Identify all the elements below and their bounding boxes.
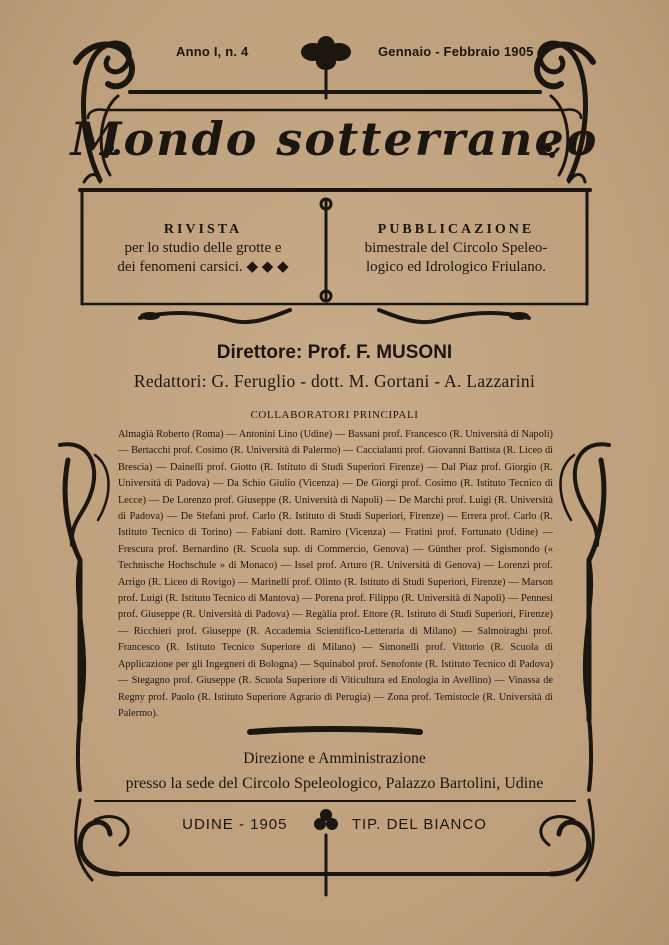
right-line-1: bimestrale del Circolo Speleo-	[364, 240, 548, 256]
collaborators-heading: COLLABORATORI PRINCIPALI	[250, 409, 419, 421]
flower-ornament-icon	[301, 36, 351, 70]
administration-address: presso la sede del Circolo Speleologico, Palazzo Bartolini, Udine	[125, 775, 544, 792]
left-subtitle-block	[92, 220, 314, 277]
administration-heading: Direzione e Amministrazione	[243, 750, 426, 767]
editors-line: Redattori: G. Feruglio - dott. M. Gortani - A. Lazzarini	[133, 371, 536, 391]
right-line-2: logico ed Idrologico Friulano.	[366, 259, 546, 275]
footer-printer: TIP. DEL BIANCO	[351, 816, 487, 833]
issue-date: Gennaio - Febbraio 1905	[378, 44, 534, 59]
footer-place-year: UDINE - 1905	[182, 816, 288, 833]
left-line-2: dei fenomeni carsici. ◆ ◆ ◆	[117, 259, 289, 275]
footer-imprint	[0, 816, 669, 833]
director-line: Direttore: Prof. F. MUSONI	[216, 342, 453, 363]
journal-title: Mondo sotterraneo	[70, 112, 599, 166]
collaborators-text: Almagià Roberto (Roma) — Antonini Lino (Udine) — Bassani prof. Francesco (R. Università di Napoli) — Bertacchi prof. Cosimo (R. Università di Palermo) — Caccialanti prof. Giovanni Battista (R. Liceo di Brescia) — Dainelli prof. Giotto (R. Istituto di Studi Superiori Firenze) — Dal Piaz prof. Giorgio (R. Università di Padova) — Da Schio Giulio (Vicenza) — De Giorgi prof. Cosimo (R. Istituto Tecnico di Lecce) — De Lorenzo prof. Giuseppe (R. Università di Napoli) — De Marchi prof. Luigi (R. Università di Padova) — De Stefani prof. Carlo (R. Istituto di Studi Superiori, Firenze) — Errera prof. Carlo (R. Istituto Tecnico di Torino) — Fabiani dott. Ramiro (Vicenza) — Fratini prof. Fortunato (Udine) — Frescura prof. Bernardino (R. Scuola sup. di Commercio, Genova) — Günther prof. Sigismondo (« Technische Hochschule » di Monaco) — Issel prof. Arturo (R. Università di Genova) — Lorenzi prof. Arrigo (R. Liceo di Rovigo) — Marinelli prof. Olinto (R. Istituto di Studi Superiori, Firenze) — Marson prof. Luigi (R. Istituto Tecnico di Mantova) — Porena prof. Filippo (R. Università di Napoli) — Pennesi prof. Giuseppe (R. Università di Padova) — Regàlia prof. Ettore (R. Istituto di Studi Superiori, Firenze) — Ricchieri prof. Giuseppe (R. Accademia Scientifico-Letteraria di Milano) — Salmoiraghi prof. Francesco (R. Istituto Tecnico Superiore di Milano) — Simonelli prof. Vittorio (R. Scuola di Applicazione per gli Ingegneri di Bologna) — Squinabol prof. Senofonte (R. Istituto Tecnico di Padova) — Stegagno prof. Giuseppe (R. Scuola Superiore di Viticultura ed Enologia in Avellino) — Vinassa de Regny prof. Paolo (R. Istituto Superiore Agrario di Perugia) — Zona prof. Temistocle (R. Università di Palermo).	[118, 429, 553, 719]
right-subtitle-block	[340, 220, 572, 277]
right-heading: PUBBLICAZIONE	[377, 222, 535, 237]
issue-number: Anno I, n. 4	[176, 44, 249, 59]
collaborators-list	[118, 427, 553, 722]
left-heading: RIVISTA	[163, 222, 243, 237]
left-line-1: per lo studio delle grotte e	[124, 240, 282, 256]
